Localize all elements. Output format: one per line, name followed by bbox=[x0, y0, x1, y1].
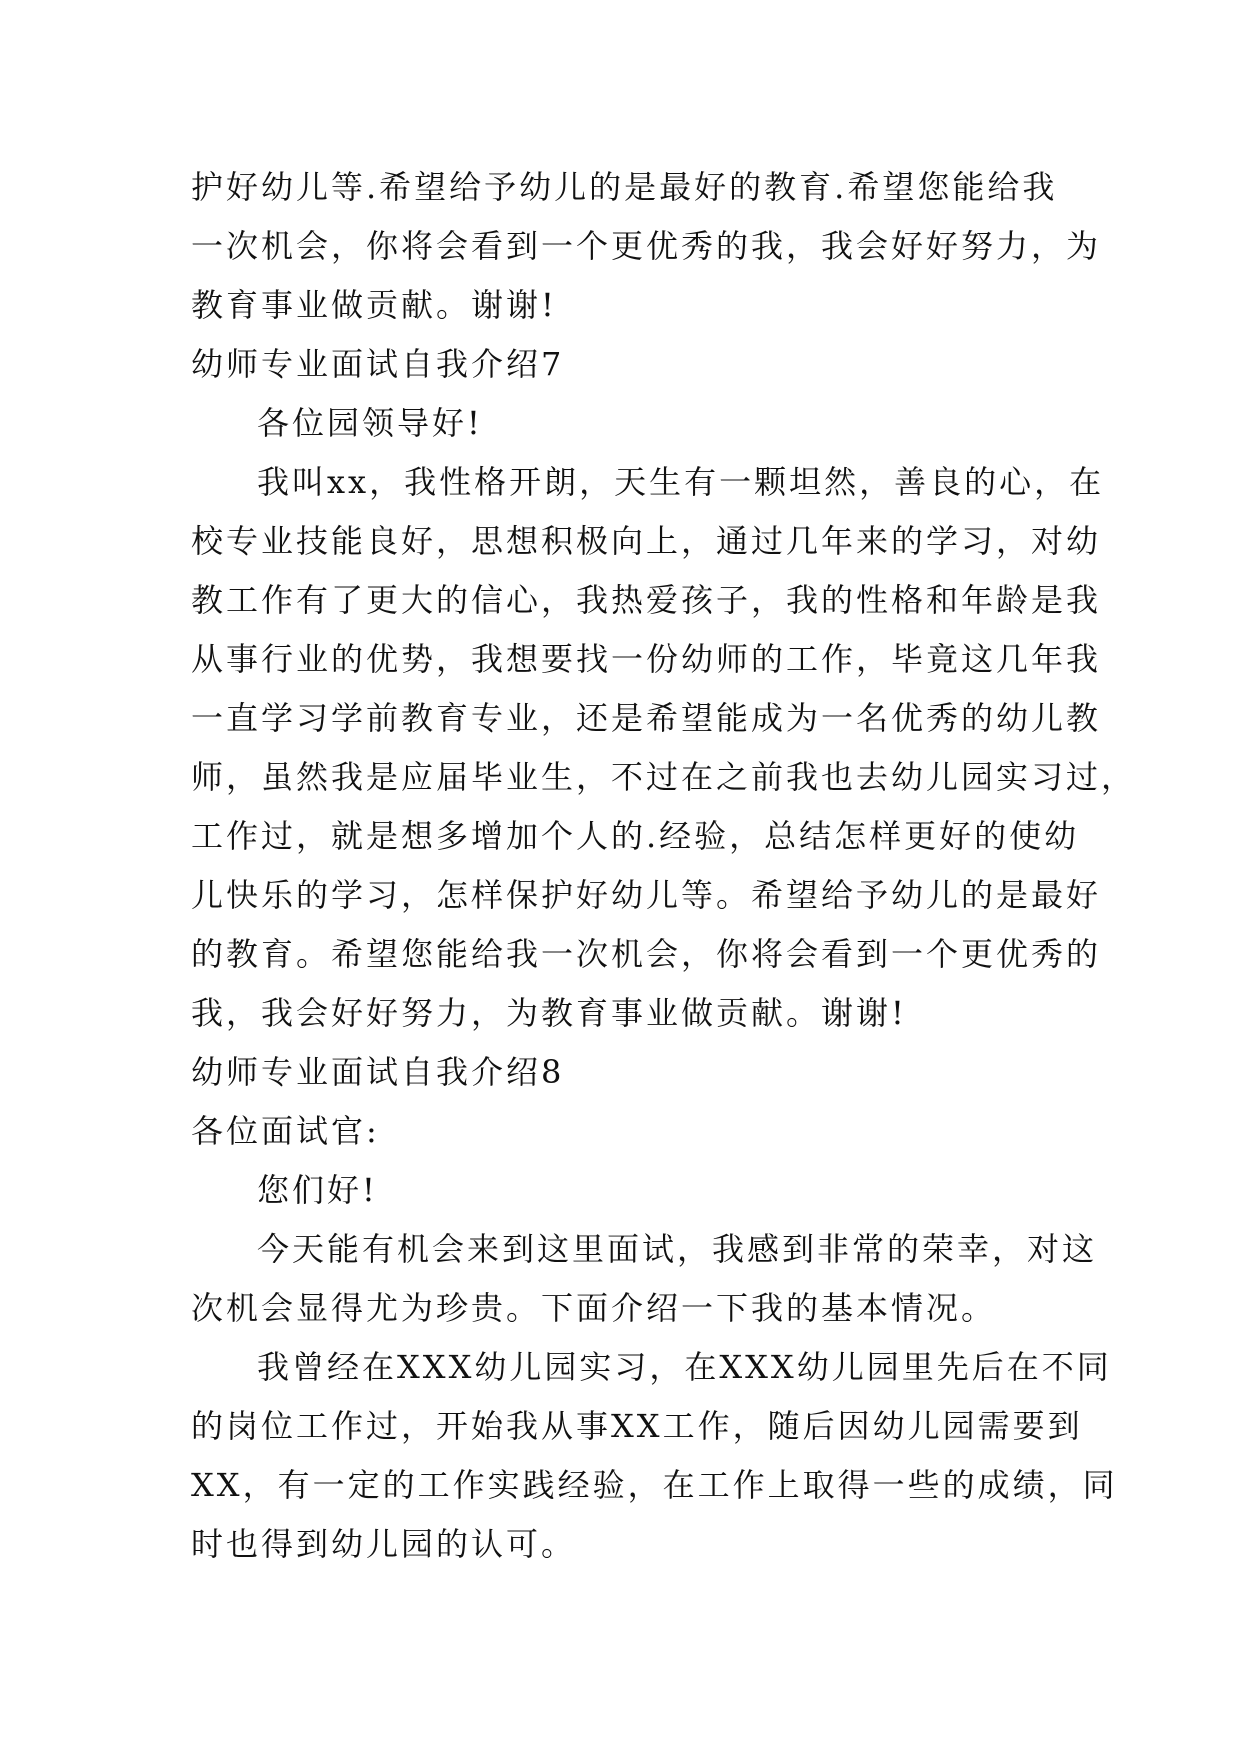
paragraph-line: 我曾经在XXX幼儿园实习，在XXX幼儿园里先后在不同 bbox=[257, 1348, 1112, 1386]
document-body bbox=[191, 158, 1137, 1574]
paragraph-line: 工作过，就是想多增加个人的.经验，总结怎样更好的使幼 bbox=[191, 817, 1080, 855]
paragraph-line: 教育事业做贡献。谢谢! bbox=[191, 286, 557, 324]
paragraph-line: XX，有一定的工作实践经验，在工作上取得一些的成绩，同 bbox=[191, 1466, 1118, 1504]
paragraph-line: 儿快乐的学习，怎样保护好幼儿等。希望给予幼儿的是最好 bbox=[191, 876, 1102, 914]
section-heading-7: 幼师专业面试自我介绍7 bbox=[191, 345, 565, 383]
paragraph-line: 我，我会好好努力，为教育事业做贡献。谢谢! bbox=[191, 994, 907, 1032]
paragraph-line: 今天能有机会来到这里面试，我感到非常的荣幸，对这 bbox=[257, 1230, 1098, 1268]
salutation-line: 各位园领导好! bbox=[257, 404, 483, 442]
paragraph-line: 一直学习学前教育专业，还是希望能成为一名优秀的幼儿教 bbox=[191, 699, 1102, 737]
paragraph-line: 一次机会，你将会看到一个更优秀的我，我会好好努力，为 bbox=[191, 227, 1102, 265]
paragraph-line: 师，虽然我是应届毕业生，不过在之前我也去幼儿园实习过， bbox=[191, 758, 1137, 796]
paragraph-line: 我叫xx，我性格开朗，天生有一颗坦然，善良的心，在 bbox=[257, 463, 1105, 501]
paragraph-line: 教工作有了更大的信心，我热爱孩子，我的性格和年龄是我 bbox=[191, 581, 1102, 619]
salutation-line: 各位面试官: bbox=[191, 1112, 380, 1150]
greeting-line: 您们好! bbox=[257, 1171, 378, 1209]
paragraph-line: 次机会显得尤为珍贵。下面介绍一下我的基本情况。 bbox=[191, 1289, 997, 1327]
paragraph-line: 护好幼儿等.希望给予幼儿的是最好的教育.希望您能给我 bbox=[191, 168, 1058, 206]
paragraph-line: 的岗位工作过，开始我从事XX工作，随后因幼儿园需要到 bbox=[191, 1407, 1083, 1445]
paragraph-line: 时也得到幼儿园的认可。 bbox=[191, 1525, 577, 1563]
paragraph-line: 从事行业的优势，我想要找一份幼师的工作，毕竟这几年我 bbox=[191, 640, 1102, 678]
paragraph-line: 校专业技能良好，思想积极向上，通过几年来的学习，对幼 bbox=[191, 522, 1102, 560]
paragraph-line: 的教育。希望您能给我一次机会，你将会看到一个更优秀的 bbox=[191, 935, 1102, 973]
section-heading-8: 幼师专业面试自我介绍8 bbox=[191, 1053, 565, 1091]
